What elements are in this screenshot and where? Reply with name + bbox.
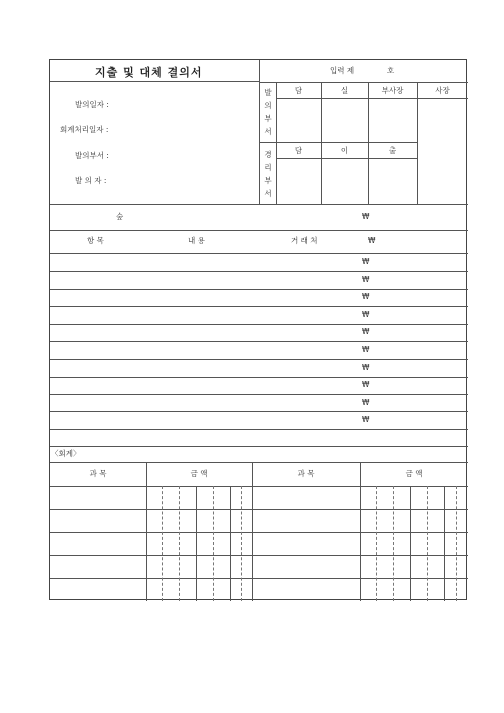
- accounting-head-i: 이: [340, 146, 349, 155]
- item-row-currency: ₩: [362, 257, 370, 266]
- amount-digit-divider: [376, 486, 377, 601]
- amount-unit-divider: [410, 486, 411, 601]
- amount-unit-divider: [230, 486, 231, 601]
- accounting-header-account-1: 과 목: [89, 469, 107, 478]
- item-row-line: [50, 341, 468, 342]
- approval-left-border: [259, 60, 260, 204]
- accounting-header-amount-2: 금 액: [405, 469, 423, 478]
- accounting-head-chul: 출: [388, 146, 397, 155]
- item-header-account: 항 목: [87, 236, 104, 245]
- accounting-row-line: [50, 532, 468, 533]
- approval-header-line-2: [276, 158, 417, 159]
- accounting-dept-label-3: 부: [264, 176, 272, 185]
- item-row-currency: ₩: [362, 398, 370, 407]
- accounting-row-line: [50, 555, 468, 556]
- field-accounting-date: 회계처리일자 :: [60, 125, 109, 134]
- approval-head-president: 사장: [435, 86, 450, 95]
- item-row-currency: ₩: [362, 310, 370, 319]
- item-row-line: [50, 377, 468, 378]
- amount-unit-divider: [196, 486, 197, 601]
- item-header-content: 내 용: [188, 236, 205, 245]
- item-row-currency: ₩: [362, 380, 370, 389]
- accounting-row-line: [50, 578, 468, 579]
- input-number-suffix: 호: [387, 66, 395, 75]
- accounting-row-line: [50, 509, 468, 510]
- expense-resolution-form: [49, 59, 467, 600]
- amount-digit-divider: [427, 486, 428, 601]
- input-number-label: 입력 제: [330, 66, 355, 75]
- title-underline: [50, 81, 259, 82]
- approval-section-divider: [259, 142, 417, 143]
- accounting-section-top: [50, 446, 468, 447]
- approval-label-border: [276, 82, 277, 204]
- amount-digit-divider: [393, 486, 394, 601]
- item-row-currency: ₩: [362, 275, 370, 284]
- accounting-header-account-2: 과 목: [297, 469, 315, 478]
- issuing-dept-label-2: 의: [264, 101, 272, 110]
- item-row-currency: ₩: [362, 345, 370, 354]
- approval-col-4: [417, 82, 418, 204]
- item-header-top: [50, 230, 468, 231]
- amount-digit-divider: [179, 486, 180, 601]
- approval-header-line-1: [276, 98, 468, 99]
- amount-digit-divider: [213, 486, 214, 601]
- item-row-line: [50, 289, 468, 290]
- field-issue-date: 발의일자 :: [75, 100, 109, 109]
- item-row-line: [50, 394, 468, 395]
- accounting-row-line: [50, 486, 468, 487]
- issuing-dept-label-3: 부: [264, 114, 272, 123]
- accounting-dept-label-1: 경: [264, 150, 272, 159]
- amount-digit-divider: [241, 486, 242, 601]
- total-currency: ₩: [362, 212, 370, 221]
- field-issuer: 발 의 자 :: [75, 176, 107, 185]
- total-label: 숲: [116, 212, 124, 221]
- item-row-line: [50, 429, 468, 430]
- item-row-line: [50, 411, 468, 412]
- item-row-currency: ₩: [362, 363, 370, 372]
- total-row-top: [50, 204, 468, 205]
- item-row-line: [50, 306, 468, 307]
- approval-col-2: [321, 82, 322, 204]
- item-row-line: [50, 253, 468, 254]
- accounting-dept-label-4: 서: [264, 189, 272, 198]
- approval-head-dam: 담: [294, 86, 303, 95]
- item-row-line: [50, 359, 468, 360]
- accounting-header-top: [50, 462, 468, 463]
- item-row-line: [50, 271, 468, 272]
- accounting-header-amount-1: 금 액: [190, 469, 208, 478]
- field-issuing-dept: 발의부서 :: [75, 151, 109, 160]
- amount-digit-divider: [456, 486, 457, 601]
- approval-head-sil: 실: [340, 86, 349, 95]
- accounting-head-dam: 담: [294, 146, 303, 155]
- accounting-section-label: 〈회계〉: [51, 449, 81, 458]
- issuing-dept-label-1: 발: [264, 88, 272, 97]
- approval-head-vice-president: 부사장: [381, 86, 404, 95]
- item-header-currency: ₩: [368, 236, 376, 245]
- item-row-currency: ₩: [362, 415, 370, 424]
- header-divider: [259, 82, 468, 83]
- item-header-vendor: 거 래 처: [291, 236, 318, 245]
- approval-col-3: [368, 82, 369, 204]
- item-row-currency: ₩: [362, 327, 370, 336]
- amount-digit-divider: [162, 486, 163, 601]
- amount-unit-divider: [444, 486, 445, 601]
- accounting-dept-label-2: 리: [264, 163, 272, 172]
- issuing-dept-label-4: 서: [264, 127, 272, 136]
- item-row-currency: ₩: [362, 292, 370, 301]
- item-row-line: [50, 324, 468, 325]
- form-title: 지출 및 대체 결의서: [95, 66, 203, 79]
